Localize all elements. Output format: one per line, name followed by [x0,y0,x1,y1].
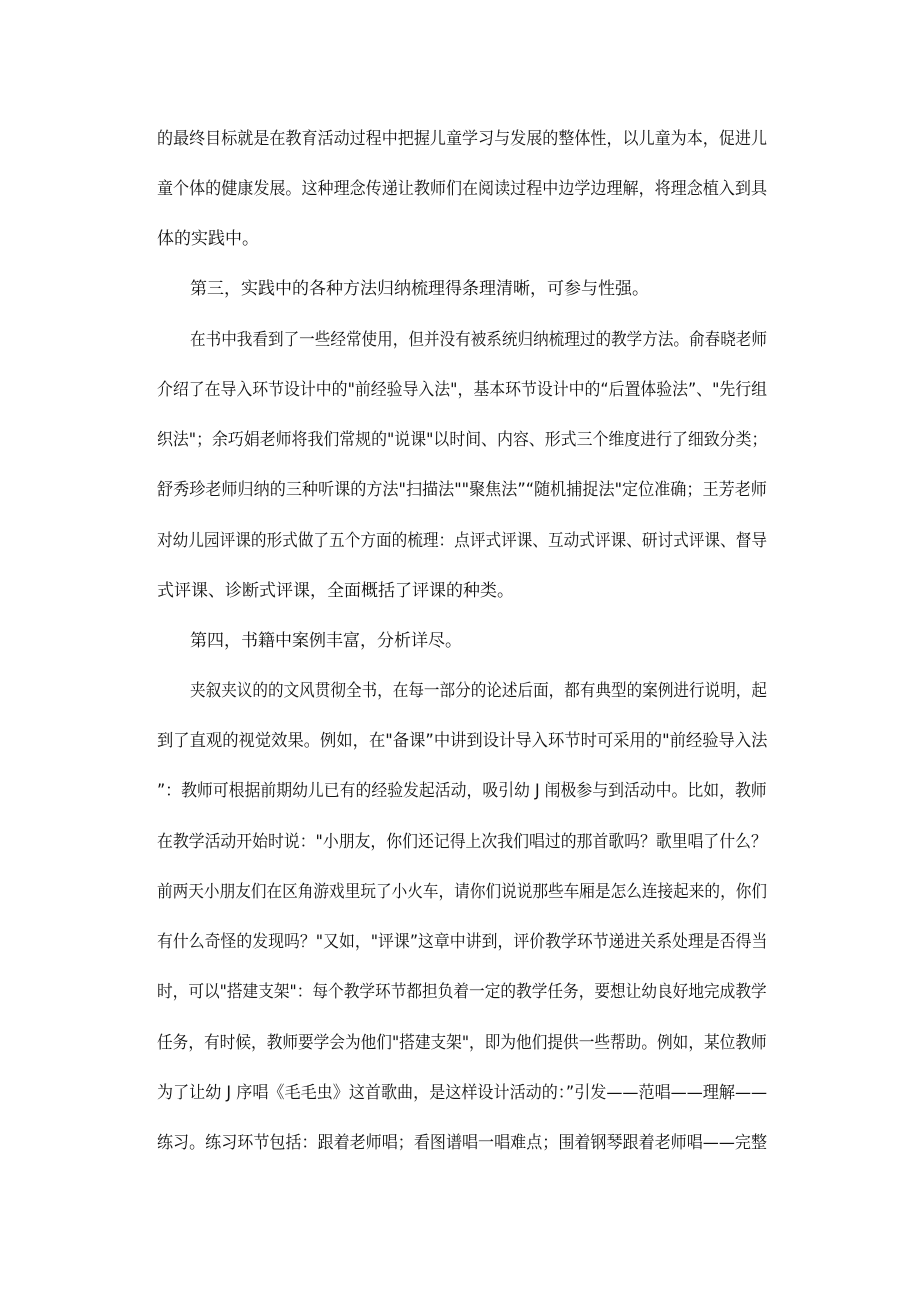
text-line: 式评课、诊断式评课，全面概括了评课的种类。 [157,581,514,601]
text-line: 为了让幼 J 序唱《毛毛虫》这首歌曲，是这样设计活动的：”引发——范唱——理解—— [157,1083,768,1103]
text-line: 时，可以"搭建支架"：每个教学环节都担负着一定的教学任务，要想让幼良好地完成教学 [157,982,767,1002]
text-line: ”：教师可根据前期幼儿已有的经验发起活动，吸引幼 J 闱极参与到活动中。比如，教师 [157,781,767,801]
text-line: 夹叙夹议的的文风贯彻全书，在每一部分的论述后面，都有典型的案例进行说明，起 [190,681,767,701]
text-line: 介绍了在导入环节设计中的"前经验导入法"，基本环节设计中的“后置体验法”、"先行组 [157,380,768,400]
text-line: 的最终目标就是在教育活动过程中把握儿童学习与发展的整体性，以儿童为本，促进儿 [157,129,767,149]
text-line: 有什么奇怪的发现吗？"又如，"评课”这章中讲到，评价教学环节递进关系处理是否得当 [157,932,768,952]
text-line: 织法"；余巧娟老师将我们常规的"说课"以时间、内容、形式三个维度进行了细致分类； [157,430,768,450]
text-line: 练习。练习环节包括：跟着老师唱；看图谱唱一唱难点；围着钢琴跟着老师唱——完整 [157,1133,767,1153]
text-line: 体的实践中。 [157,229,259,249]
text-line: 在教学活动开始时说："小朋友，你们还记得上次我们唱过的那首歌吗？歌里唱了什么？ [157,832,767,852]
text-line: 任务，有时候，教师要学会为他们"搭建支架"，即为他们提供一些帮助。例如，某位教师 [157,1033,767,1053]
section-heading: 第三，实践中的各种方法归纳梳理得条理清晰，可参与性强。 [190,279,649,299]
text-line: 对幼儿园评课的形式做了五个方面的梳理：点评式评课、互动式评课、研讨式评课、督导 [157,531,767,551]
text-line: 到了直观的视觉效果。例如，在"备课”中讲到设计导入环节时可采用的"前经验导入法 [157,731,768,751]
section-heading: 第四，书籍中案例丰富，分析详尽。 [190,631,462,651]
text-line: 在书中我看到了一些经常使用，但并没有被系统归纳梳理过的教学方法。俞春晓老师 [190,330,767,350]
text-line: 童个体的健康发展。这种理念传递让教师们在阅读过程中边学边理解，将理念植入到具 [157,179,767,199]
text-line: 前两天小朋友们在区角游戏里玩了小火车，请你们说说那些车厢是怎么连接起来的，你们 [157,882,767,902]
text-line: 舒秀珍老师归纳的三种听课的方法"扫描法""聚焦法”“随机捕捉法"定位准确；王芳老师 [157,480,767,500]
